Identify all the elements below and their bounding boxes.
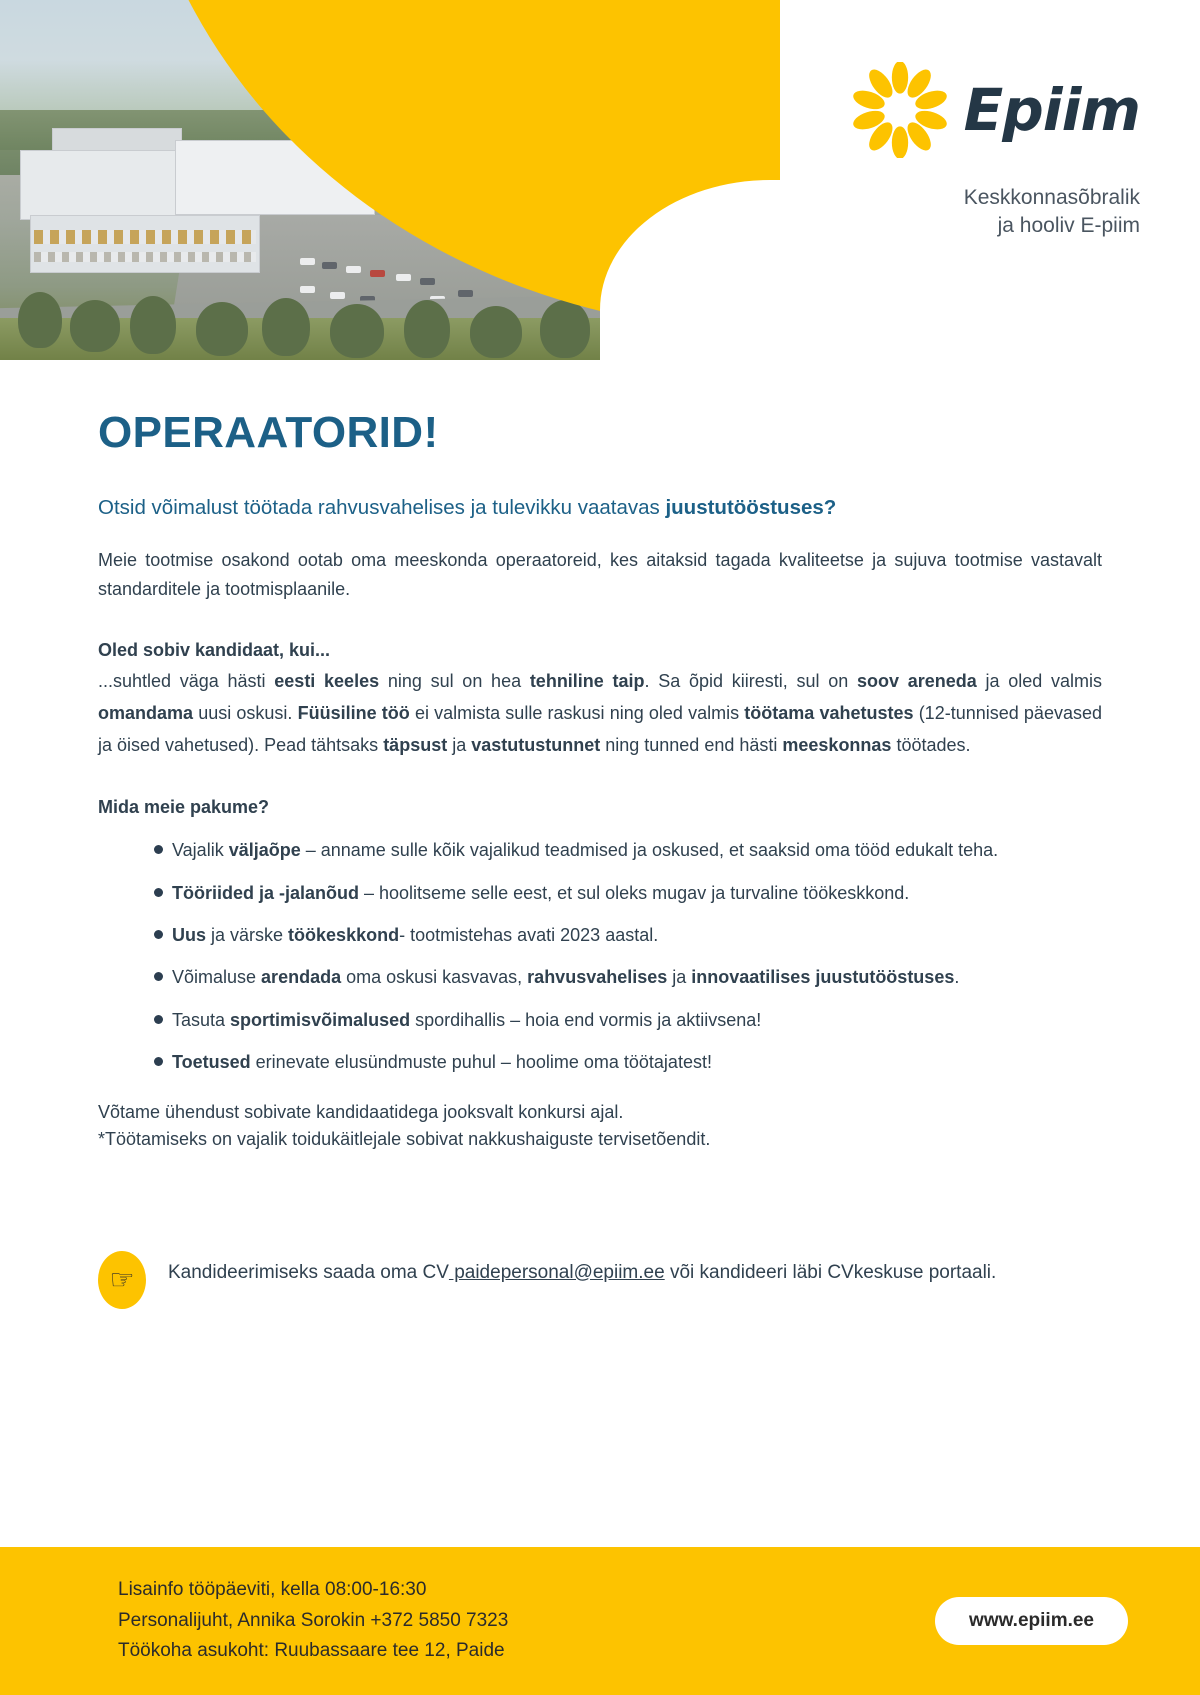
list-item — [154, 836, 1102, 864]
main-content — [0, 360, 1200, 1309]
photo-car — [370, 270, 385, 277]
photo-building-windows — [34, 252, 256, 262]
plain-text: Vajalik — [172, 840, 229, 861]
photo-tree — [540, 300, 590, 358]
emphasis-text: töökeskkond — [288, 924, 400, 945]
plain-text: uusi oskusi. — [193, 703, 298, 724]
emphasis-text: täpsust — [383, 735, 448, 756]
plain-text: erinevate elusündmuste puhul – hoolime oma töötajatest! — [250, 1052, 712, 1073]
emphasis-text: innovaatilises juustutööstuses — [691, 967, 955, 988]
plain-text: ja värske — [206, 924, 289, 945]
logo-tagline — [852, 184, 1140, 239]
plain-text: (12-tunnised päevased ja öised vahetused). Pead tähtsaks — [98, 703, 1102, 756]
subtitle-plain: Otsid võimalust töötada rahvusvahelises ja tulevikku vaatavas — [98, 496, 666, 519]
plain-text: ja oled valmis — [976, 670, 1102, 691]
emphasis-text: Uus — [172, 924, 207, 945]
plain-text: ei valmista sulle raskusi ning oled valmis — [409, 703, 745, 724]
apply-block — [98, 1249, 1102, 1309]
footer-bar — [0, 1547, 1200, 1695]
photo-tree — [130, 296, 176, 354]
emphasis-text: töötama vahetustes — [744, 703, 914, 724]
photo-tree — [18, 292, 62, 348]
pointing-hand-glyph: ☞ — [109, 1263, 135, 1295]
header-banner — [0, 0, 1200, 360]
closing-line-1: Võtame ühendust sobivate kandidaatidega jooksvalt konkursi ajal. — [98, 1101, 624, 1122]
emphasis-text: sportimisvõimalused — [230, 1009, 411, 1030]
emphasis-text: soov areneda — [856, 670, 977, 691]
photo-tree — [70, 300, 120, 352]
photo-tree — [330, 304, 384, 358]
emphasis-text: väljaõpe — [228, 840, 301, 861]
emphasis-text: Toetused — [172, 1052, 251, 1073]
footer-line-3: Töökoha asukoht: Ruubassaare tee 12, Paide — [118, 1640, 505, 1662]
apply-suffix: või kandideeri läbi CVkeskuse portaali. — [664, 1261, 997, 1283]
photo-car — [346, 266, 361, 273]
emphasis-text: arendada — [261, 967, 342, 988]
emphasis-text: Füüsiline töö — [297, 703, 410, 724]
page-title: OPERAATORID! — [98, 408, 439, 457]
photo-building — [20, 150, 190, 220]
logo-tagline-line1: Keskkonnasõbralik — [963, 186, 1140, 209]
photo-car — [330, 292, 345, 299]
list-item — [154, 879, 1102, 907]
emphasis-text: eesti keeles — [274, 670, 380, 691]
plain-text: . — [954, 967, 960, 988]
list-item — [154, 1006, 1102, 1034]
candidate-heading: Oled sobiv kandidaat, kui... — [98, 639, 331, 660]
footer-contact-info — [118, 1575, 508, 1667]
plain-text: ning sul on hea — [379, 670, 530, 691]
plain-text: – hoolitseme selle eest, et sul oleks mugav ja turvaline töökeskkond. — [359, 882, 910, 903]
pointing-hand-icon — [98, 1251, 146, 1309]
company-logo-block — [852, 62, 1140, 239]
emphasis-text: rahvusvahelises — [527, 967, 668, 988]
apply-instructions — [168, 1249, 996, 1288]
plain-text: ...suhtled väga hästi — [98, 670, 275, 691]
plain-text: Tasuta — [172, 1009, 231, 1030]
apply-prefix: Kandideerimiseks saada oma CV — [168, 1261, 449, 1283]
flower-petal-logo-icon — [852, 62, 948, 158]
emphasis-text: omandama — [98, 703, 194, 724]
closing-line-2: *Töötamiseks on vajalik toidukäitlejale sobivat nakkushaiguste tervisetõendit. — [98, 1128, 711, 1149]
subtitle-bold: juustutööstuses? — [665, 496, 837, 519]
footer-line-2: Personalijuht, Annika Sorokin +372 5850 7323 — [118, 1609, 509, 1631]
photo-car — [322, 262, 337, 269]
photo-tree — [470, 306, 522, 358]
plain-text: - tootmistehas avati 2023 aastal. — [399, 924, 659, 945]
plain-text: ning tunned end hästi — [600, 735, 783, 756]
logo-wordmark: Epiim — [963, 76, 1140, 144]
subtitle — [98, 494, 1102, 522]
logo-row — [852, 62, 1140, 158]
photo-car — [300, 258, 315, 265]
photo-tree — [404, 300, 450, 358]
photo-tree — [262, 298, 310, 356]
emphasis-text: meeskonnas — [782, 735, 892, 756]
emphasis-text: Tööriided ja -jalanõud — [172, 882, 360, 903]
intro-paragraph: Meie tootmise osakond ootab oma meeskonda operaatoreid, kes aitaksid tagada kvaliteetse ja sujuva tootmise vastavalt standarditele ja tootmisplaanile. — [98, 549, 1102, 599]
photo-car — [396, 274, 411, 281]
plain-text: ja — [447, 735, 472, 756]
list-item — [154, 1048, 1102, 1076]
footer-line-1: Lisainfo tööpäeviti, kella 08:00-16:30 — [118, 1578, 427, 1600]
emphasis-text: tehniline taip — [529, 670, 645, 691]
list-item — [154, 921, 1102, 949]
closing-block — [98, 1099, 1102, 1153]
photo-building-office — [30, 215, 260, 273]
apply-email-link[interactable]: paidepersonal@epiim.ee — [448, 1261, 665, 1283]
plain-text: spordihallis – hoia end vormis ja aktiivsena! — [410, 1009, 762, 1030]
website-url-button[interactable]: www.epiim.ee — [935, 1597, 1128, 1645]
photo-building-windows — [34, 230, 256, 244]
plain-text: . Sa õpid kiiresti, sul on — [644, 670, 857, 691]
plain-text: oma oskusi kasvavas, — [341, 967, 528, 988]
photo-car — [300, 286, 315, 293]
plain-text: – anname sulle kõik vajalikud teadmised ja oskused, et saaksid oma tööd edukalt teha. — [300, 840, 999, 861]
plain-text: töötades. — [891, 735, 971, 756]
offers-list — [154, 836, 1102, 1077]
photo-car — [420, 278, 435, 285]
offers-heading: Mida meie pakume? — [98, 797, 270, 818]
plain-text: Võimaluse — [172, 967, 262, 988]
plain-text: ja — [667, 967, 692, 988]
logo-tagline-line2: ja hooliv E-piim — [997, 213, 1140, 237]
photo-car — [458, 290, 473, 297]
candidate-paragraph — [98, 665, 1102, 761]
photo-tree — [196, 302, 248, 356]
list-item — [154, 963, 1102, 991]
emphasis-text: vastutustunnet — [471, 735, 601, 756]
